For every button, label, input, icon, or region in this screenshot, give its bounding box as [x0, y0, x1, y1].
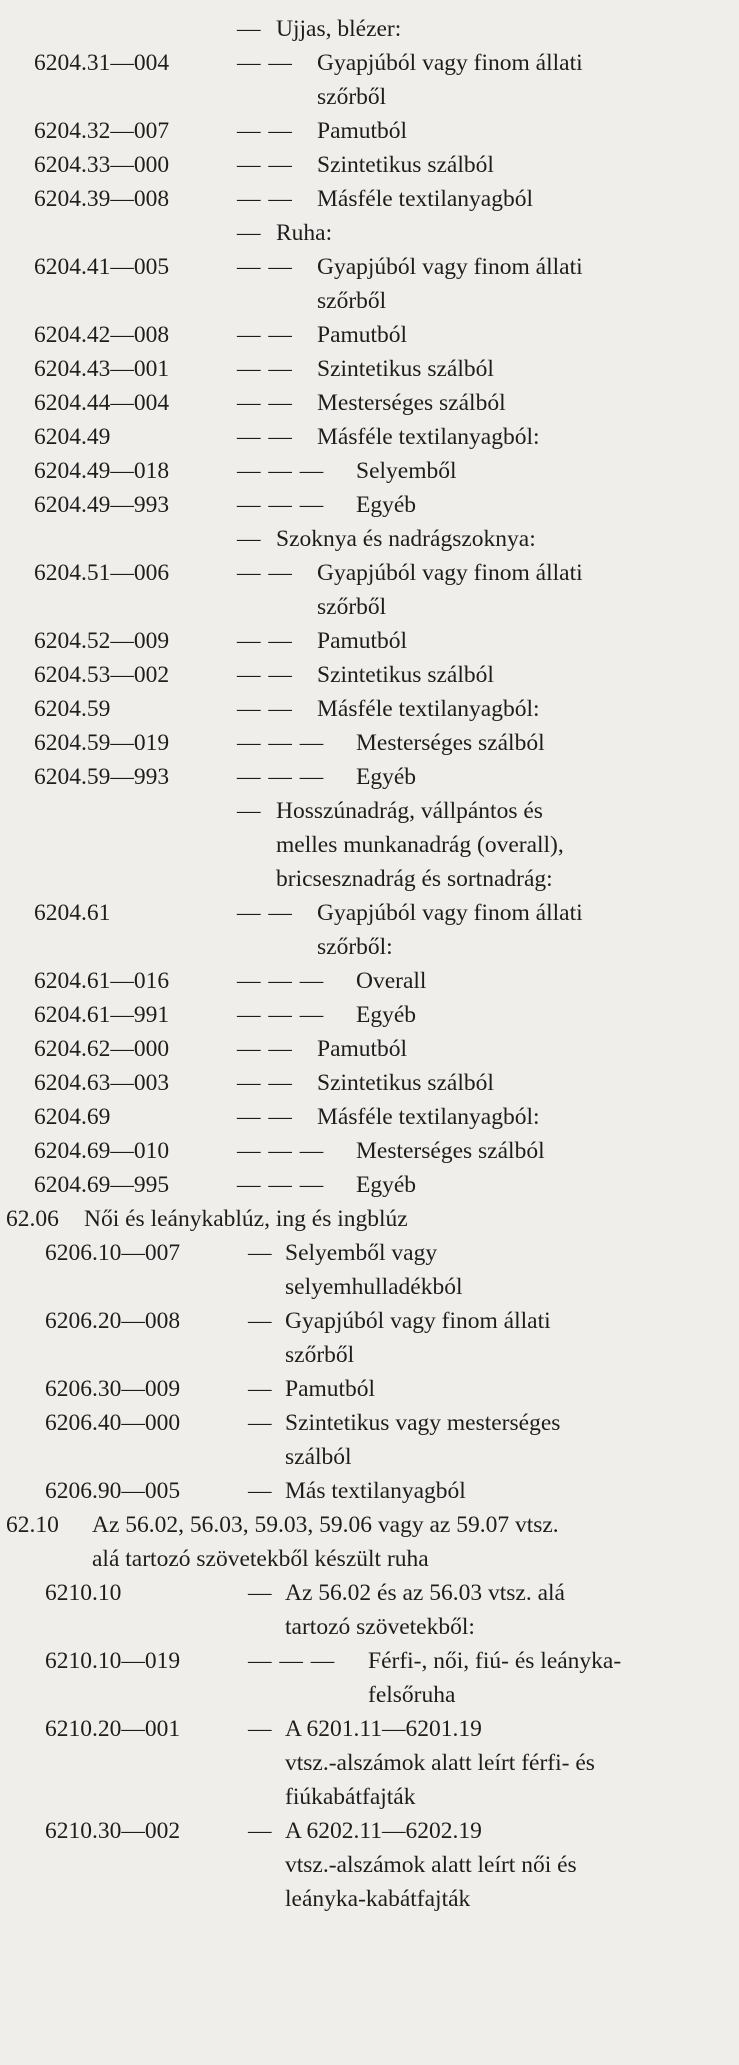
entry-dash: — — — [237, 900, 293, 926]
entry-dash: — — [248, 1818, 273, 1844]
entry-description-continuation: szőrből — [317, 288, 387, 314]
entry-description: A 6201.11—6201.19 — [285, 1716, 482, 1742]
heading-code: 62.06 — [6, 1206, 59, 1232]
entry-dash: — — — — [237, 1138, 325, 1164]
entry-dash: — — — [237, 1104, 293, 1130]
entry-code: 6204.41—005 — [34, 254, 170, 280]
entry-code: 6204.69—010 — [34, 1138, 170, 1164]
entry-dash: — — — [237, 560, 293, 586]
entry-dash: — — — — [237, 968, 325, 994]
entry-description-continuation: melles munkanadrág (overall), — [276, 832, 564, 858]
entry-description: Ruha: — [276, 220, 333, 246]
entry-dash: — — — [237, 118, 293, 144]
entry-code: 6204.51—006 — [34, 560, 170, 586]
entry-dash: — — — [237, 254, 293, 280]
entry-description: Selyemből vagy — [285, 1240, 438, 1266]
entry-dash: — — [237, 16, 262, 42]
entry-description: Szoknya és nadrágszoknya: — [276, 526, 536, 552]
entry-dash: — — — [237, 356, 293, 382]
entry-description: Egyéb — [356, 1172, 417, 1198]
entry-description-continuation: selyemhulladékból — [285, 1274, 463, 1300]
entry-code: 6204.62—000 — [34, 1036, 170, 1062]
entry-dash: — — [248, 1716, 273, 1742]
entry-dash: — — — — [237, 492, 325, 518]
heading-code: 62.10 — [6, 1512, 59, 1538]
entry-code: 6206.40—000 — [45, 1410, 181, 1436]
entry-dash: — — — — [237, 458, 325, 484]
entry-description: Pamutból — [317, 1036, 408, 1062]
entry-code: 6204.63—003 — [34, 1070, 170, 1096]
entry-dash: — — [248, 1580, 273, 1606]
entry-code: 6206.10—007 — [45, 1240, 181, 1266]
entry-dash: — — — [237, 50, 293, 76]
entry-code: 6204.49 — [34, 424, 111, 450]
entry-code: 6204.69—995 — [34, 1172, 170, 1198]
entry-code: 6206.30—009 — [45, 1376, 181, 1402]
entry-dash: — — — [237, 1070, 293, 1096]
entry-dash: — — — [237, 662, 293, 688]
entry-description: Pamutból — [317, 322, 408, 348]
entry-dash: — — — [237, 152, 293, 178]
entry-dash: — — — [237, 628, 293, 654]
entry-description: Szintetikus vagy mesterséges — [285, 1410, 561, 1436]
entry-description: Selyemből — [356, 458, 457, 484]
entry-description: Hosszúnadrág, vállpántos és — [276, 798, 543, 824]
entry-description: Mesterséges szálból — [317, 390, 506, 416]
entry-description: Mesterséges szálból — [356, 1138, 545, 1164]
entry-code: 6204.53—002 — [34, 662, 170, 688]
entry-dash: — — — — [237, 1172, 325, 1198]
entry-code: 6204.59 — [34, 696, 111, 722]
entry-code: 6204.61—991 — [34, 1002, 170, 1028]
entry-description: Szintetikus szálból — [317, 152, 494, 178]
entry-description: Gyapjúból vagy finom állati — [317, 50, 583, 76]
entry-description: Pamutból — [285, 1376, 376, 1402]
entry-description-continuation: vtsz.-alszámok alatt leírt férfi- és — [285, 1750, 595, 1776]
entry-dash: — — [237, 526, 262, 552]
entry-code: 6204.42—008 — [34, 322, 170, 348]
entry-code: 6210.10 — [45, 1580, 122, 1606]
entry-description: Gyapjúból vagy finom állati — [317, 900, 583, 926]
heading-description-continuation: alá tartozó szövetekből készült ruha — [92, 1546, 429, 1572]
entry-code: 6204.39—008 — [34, 186, 170, 212]
entry-code: 6210.30—002 — [45, 1818, 181, 1844]
entry-description: Egyéb — [356, 764, 417, 790]
entry-description: Másféle textilanyagból: — [317, 1104, 540, 1130]
entry-description: Szintetikus szálból — [317, 356, 494, 382]
entry-description: A 6202.11—6202.19 — [285, 1818, 482, 1844]
heading-description: Női és leánykablúz, ing és ingblúz — [84, 1206, 408, 1232]
entry-code: 6204.49—018 — [34, 458, 170, 484]
entry-code: 6204.59—019 — [34, 730, 170, 756]
entry-description-continuation: szőrből — [317, 84, 387, 110]
entry-description-continuation: szálból — [285, 1444, 352, 1470]
entry-description: Egyéb — [356, 1002, 417, 1028]
entry-description: Az 56.02 és az 56.03 vtsz. alá — [285, 1580, 565, 1606]
entry-description: Férfi-, női, fiú- és leánykа- — [368, 1648, 622, 1674]
entry-description-continuation: tartozó szövetekből: — [285, 1614, 475, 1640]
heading-description: Az 56.02, 56.03, 59.03, 59.06 vagy az 59.07 vtsz. — [92, 1512, 559, 1538]
entry-dash: — — [248, 1240, 273, 1266]
entry-description: Másféle textilanyagból: — [317, 424, 540, 450]
entry-description: Ujjas, blézer: — [276, 16, 402, 42]
entry-description-continuation: szőrből — [285, 1342, 355, 1368]
entry-description-continuation: felsőruha — [368, 1682, 456, 1708]
entry-code: 6204.44—004 — [34, 390, 170, 416]
entry-code: 6204.61 — [34, 900, 111, 926]
entry-description: Más textilanyagból — [285, 1478, 466, 1504]
entry-description-continuation: vtsz.-alszámok alatt leírt női és — [285, 1852, 577, 1878]
entry-code: 6204.31—004 — [34, 50, 170, 76]
entry-description: Másféle textilanyagból: — [317, 696, 540, 722]
entry-dash: — — — — [237, 764, 325, 790]
entry-code: 6210.10—019 — [45, 1648, 181, 1674]
entry-code: 6204.33—000 — [34, 152, 170, 178]
entry-description: Pamutból — [317, 118, 408, 144]
entry-dash: — — — [237, 424, 293, 450]
entry-description-continuation: bricsesznadrág és sortnadrág: — [276, 866, 553, 892]
entry-code: 6204.43—001 — [34, 356, 170, 382]
entry-code: 6204.69 — [34, 1104, 111, 1130]
entry-dash: — — [237, 220, 262, 246]
entry-dash: — — [248, 1308, 273, 1334]
entry-code: 6210.20—001 — [45, 1716, 181, 1742]
entry-code: 6204.52—009 — [34, 628, 170, 654]
entry-dash: — — — [237, 1036, 293, 1062]
entry-dash: — — — — [248, 1648, 336, 1674]
entry-description: Szintetikus szálból — [317, 1070, 494, 1096]
entry-dash: — — — [237, 186, 293, 212]
entry-description: Overall — [356, 968, 427, 994]
entry-description: Gyapjúból vagy finom állati — [317, 560, 583, 586]
entry-description-continuation: fiúkabátfajták — [285, 1784, 416, 1810]
entry-code: 6204.49—993 — [34, 492, 170, 518]
entry-dash: — — — [237, 696, 293, 722]
entry-code: 6206.20—008 — [45, 1308, 181, 1334]
entry-dash: — — — — [237, 1002, 325, 1028]
entry-dash: — — [248, 1410, 273, 1436]
entry-description: Gyapjúból vagy finom állati — [285, 1308, 551, 1334]
entry-description: Pamutból — [317, 628, 408, 654]
entry-dash: — — — — [237, 730, 325, 756]
entry-code: 6206.90—005 — [45, 1478, 181, 1504]
entry-code: 6204.61—016 — [34, 968, 170, 994]
entry-dash: — — [248, 1376, 273, 1402]
entry-description: Másféle textilanyagból — [317, 186, 533, 212]
entry-dash: — — [248, 1478, 273, 1504]
entry-dash: — — [237, 798, 262, 824]
entry-description: Egyéb — [356, 492, 417, 518]
entry-description-continuation: szőrből: — [317, 934, 393, 960]
entry-description-continuation: leányka-kabátfajták — [285, 1886, 471, 1912]
entry-description: Szintetikus szálból — [317, 662, 494, 688]
entry-dash: — — — [237, 322, 293, 348]
entry-description: Mesterséges szálból — [356, 730, 545, 756]
entry-dash: — — — [237, 390, 293, 416]
entry-code: 6204.32—007 — [34, 118, 170, 144]
entry-description-continuation: szőrből — [317, 594, 387, 620]
entry-description: Gyapjúból vagy finom állati — [317, 254, 583, 280]
entry-code: 6204.59—993 — [34, 764, 170, 790]
